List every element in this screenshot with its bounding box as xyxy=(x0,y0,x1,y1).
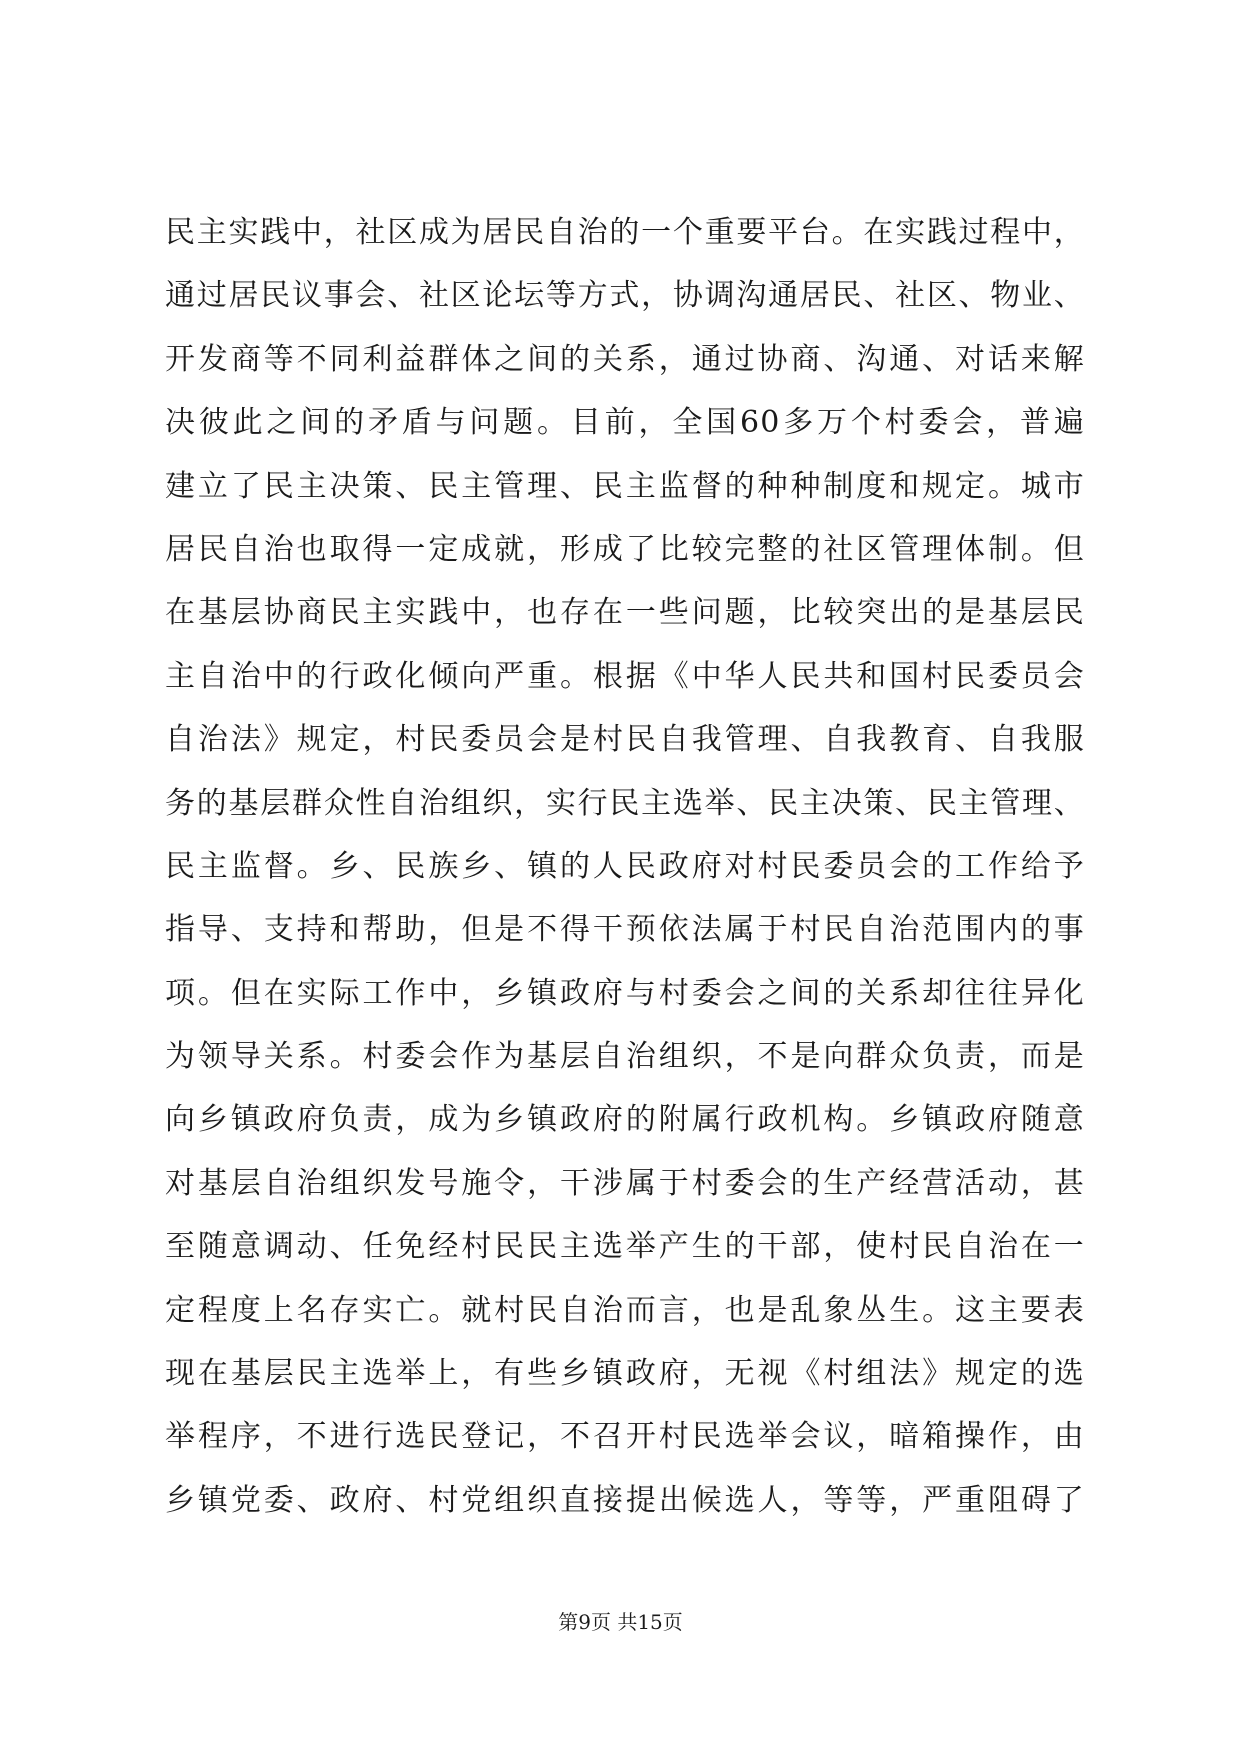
text-line: 民主实践中，社区成为居民自治的一个重要平台。在实践过程中， xyxy=(165,215,1085,250)
text-line: 在基层协商民主实践中，也存在一些问题，比较突出的是基层民 xyxy=(165,595,1085,631)
text-line: 主自治中的行政化倾向严重。根据《中华人民共和国村民委员会 xyxy=(165,658,1085,694)
text-line: 对基层自治组织发号施令，干涉属于村委会的生产经营活动，甚 xyxy=(165,1165,1085,1201)
text-line: 务的基层群众性自治组织，实行民主选举、民主决策、民主管理、 xyxy=(165,785,1085,821)
text-line: 决彼此之间的矛盾与问题。目前，全国60多万个村委会，普遍 xyxy=(165,405,1085,441)
text-line: 定程度上名存实亡。就村民自治而言，也是乱象丛生。这主要表 xyxy=(165,1292,1085,1328)
page-number-footer: 第9页 共15页 xyxy=(558,1610,683,1634)
body-text xyxy=(165,210,1085,1541)
text-line: 为领导关系。村委会作为基层自治组织，不是向群众负责，而是 xyxy=(165,1039,1085,1075)
text-line: 乡镇党委、政府、村党组织直接提出候选人，等等，严重阻碍了 xyxy=(165,1482,1085,1518)
text-line: 项。但在实际工作中，乡镇政府与村委会之间的关系却往往异化 xyxy=(165,975,1085,1011)
text-line: 向乡镇政府负责，成为乡镇政府的附属行政机构。乡镇政府随意 xyxy=(165,1102,1085,1138)
text-line: 民主监督。乡、民族乡、镇的人民政府对村民委员会的工作给予 xyxy=(165,848,1085,884)
text-line: 举程序，不进行选民登记，不召开村民选举会议，暗箱操作，由 xyxy=(165,1419,1085,1455)
text-line: 至随意调动、任免经村民民主选举产生的干部，使村民自治在一 xyxy=(165,1229,1085,1265)
text-line: 现在基层民主选举上，有些乡镇政府，无视《村组法》规定的选 xyxy=(165,1356,1085,1392)
text-line: 自治法》规定，村民委员会是村民自我管理、自我教育、自我服 xyxy=(165,722,1085,758)
text-line: 居民自治也取得一定成就，形成了比较完整的社区管理体制。但 xyxy=(165,531,1085,567)
text-line: 通过居民议事会、社区论坛等方式，协调沟通居民、社区、物业、 xyxy=(165,278,1085,314)
text-line: 开发商等不同利益群体之间的关系，通过协商、沟通、对话来解 xyxy=(165,341,1085,377)
text-line: 指导、支持和帮助，但是不得干预依法属于村民自治范围内的事 xyxy=(165,912,1085,948)
text-line: 建立了民主决策、民主管理、民主监督的种种制度和规定。城市 xyxy=(165,468,1085,504)
